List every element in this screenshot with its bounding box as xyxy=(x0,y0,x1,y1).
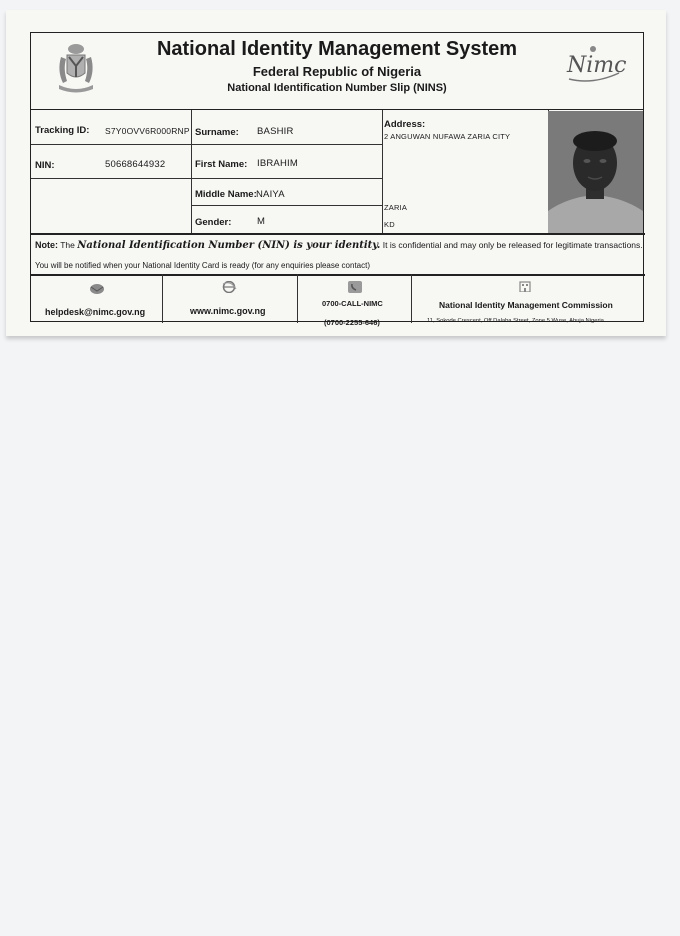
middle-name-value: NAIYA xyxy=(256,189,285,200)
tracking-id-value: S7Y0OVV6R000RNP xyxy=(105,126,190,136)
row-divider xyxy=(31,274,645,276)
address-city: ZARIA xyxy=(384,203,408,212)
column-divider xyxy=(297,274,298,323)
row-divider xyxy=(31,178,191,179)
gender-value: M xyxy=(257,216,266,227)
phone-number-text: 0700-CALL-NIMC xyxy=(322,299,383,308)
building-icon xyxy=(517,280,533,292)
row-divider xyxy=(31,144,382,145)
row-divider xyxy=(191,178,382,179)
nin-value: 50668644932 xyxy=(105,159,166,170)
phone-icon xyxy=(347,281,363,293)
page-title: National Identity Management System xyxy=(156,38,518,60)
first-name-value: IBRAHIM xyxy=(257,158,298,169)
nin-label: NIN: xyxy=(35,160,55,171)
nin-slip xyxy=(6,10,666,336)
column-divider xyxy=(191,110,192,233)
portrait-icon xyxy=(548,111,643,233)
note-prefix: Note: xyxy=(35,240,58,250)
middle-name-label: Middle Name: xyxy=(195,189,257,200)
note-rest: It is confidential and may only be released for legitimate transactions. xyxy=(382,240,643,250)
website-link[interactable]: www.nimc.gov.ng xyxy=(190,306,266,316)
browser-icon xyxy=(221,281,237,293)
slip-title: National Identification Number Slip (NINS) xyxy=(227,82,447,94)
slip-frame xyxy=(30,32,644,327)
note-the: The xyxy=(60,240,75,250)
nimc-logo xyxy=(563,45,625,85)
page-subtitle: Federal Republic of Nigeria xyxy=(252,64,422,79)
note-emphasis: National Identification Number (NIN) is your identity. xyxy=(77,240,381,251)
address-state: KD xyxy=(384,220,395,229)
address-label: Address: xyxy=(384,119,426,130)
note-line xyxy=(35,240,643,251)
surname-value: BASHIR xyxy=(257,126,294,137)
phone-number-digits: (0700-2255-646) xyxy=(324,318,380,327)
first-name-label: First Name: xyxy=(195,159,248,170)
nimc-logo-text: Nimc xyxy=(567,53,627,78)
column-divider xyxy=(411,274,412,323)
column-divider xyxy=(382,110,383,233)
note-contact-line: You will be notified when your National Identity Card is ready (for any enquiries please contact) xyxy=(35,261,370,270)
gender-label: Gender: xyxy=(195,217,232,228)
column-divider xyxy=(162,274,163,323)
surname-label: Surname: xyxy=(195,127,239,138)
mail-icon xyxy=(89,283,105,295)
tracking-id-label: Tracking ID: xyxy=(35,125,90,136)
helpdesk-email-link[interactable]: helpdesk@nimc.gov.ng xyxy=(45,307,146,317)
holder-photo xyxy=(548,111,643,233)
tracking-id-row xyxy=(35,125,89,136)
address-line: 2 ANGUWAN NUFAWA ZARIA CITY xyxy=(384,132,511,141)
slip-header xyxy=(31,33,643,110)
row-divider xyxy=(31,233,645,235)
org-name: National Identity Management Commission xyxy=(439,300,613,310)
org-address: 11, Sokode Crescent, Off Dalaba Street, Zone 5 Wuse, Abuja Nigeria xyxy=(427,318,604,324)
row-divider xyxy=(191,205,382,206)
